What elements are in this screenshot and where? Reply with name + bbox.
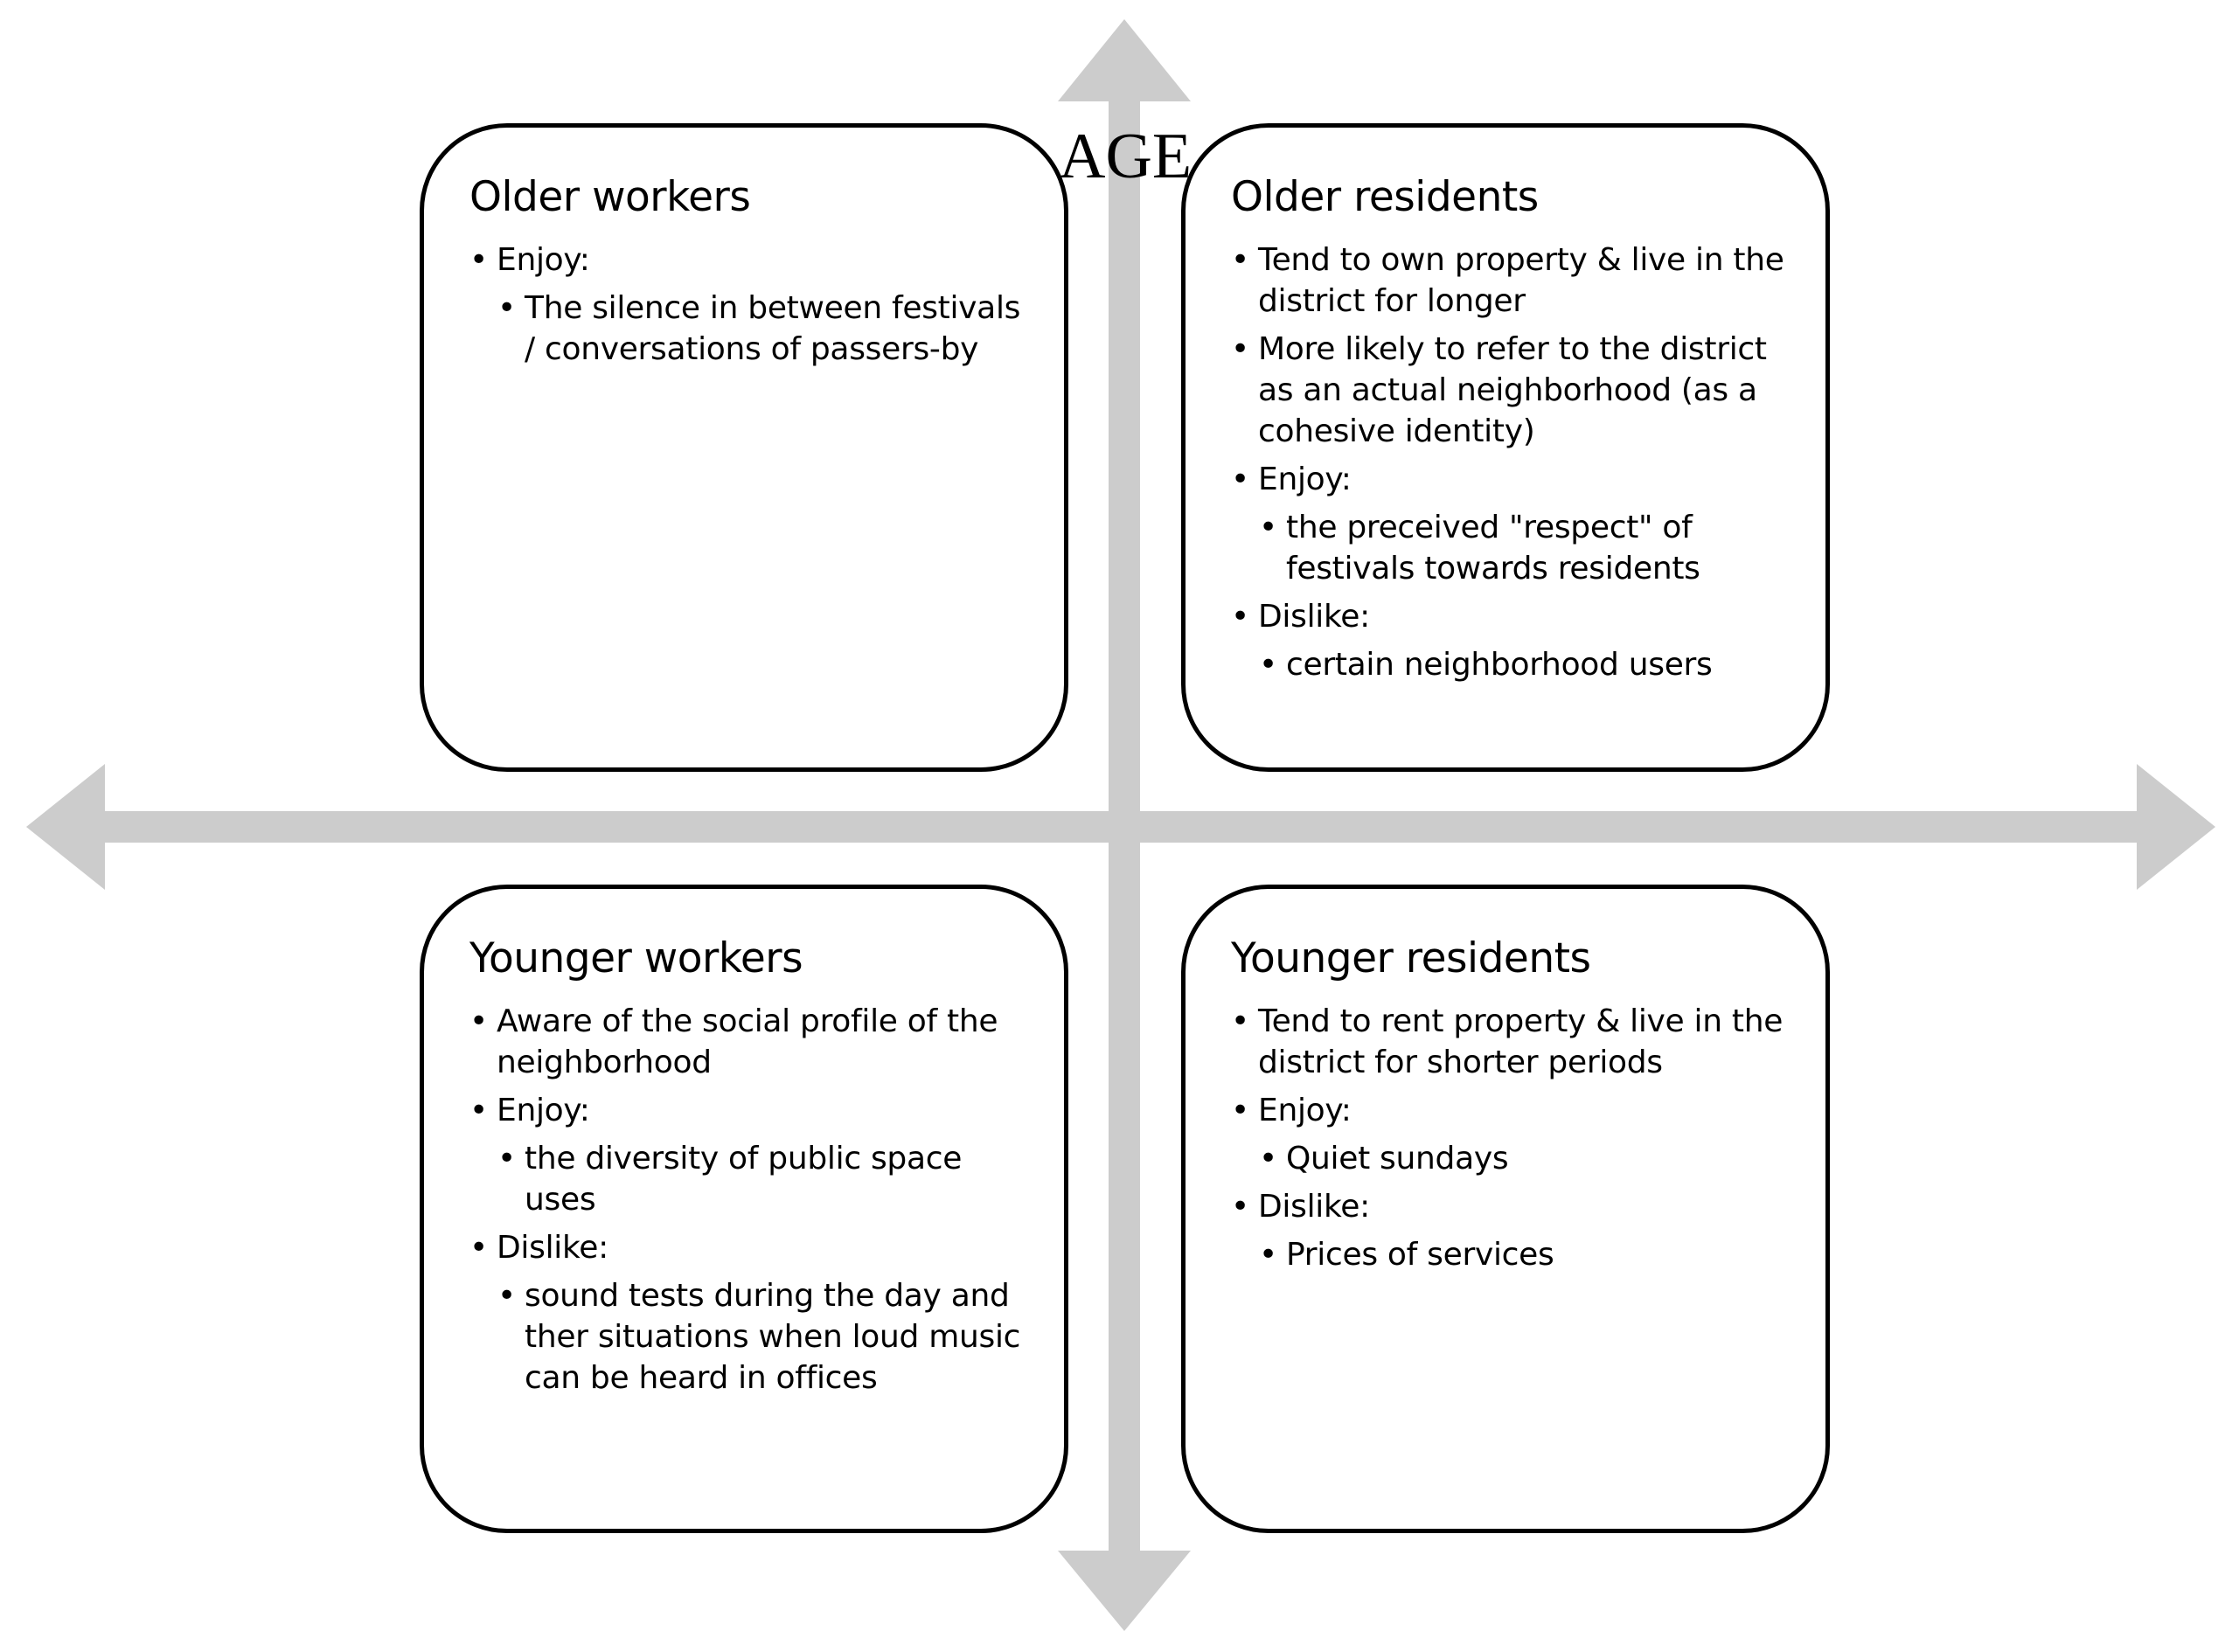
top-arrow-head	[1058, 19, 1191, 101]
quadrant-older-workers	[420, 123, 1068, 772]
left-arrow-head	[26, 764, 105, 890]
right-arrow-head	[2137, 764, 2215, 890]
quadrant-older-residents	[1181, 123, 1830, 772]
quadrant-list	[469, 1001, 1029, 1399]
sub-bullet-item: • The silence in between festivals / conversations of passers-by	[497, 288, 1029, 370]
bullet-item: • Enjoy:	[469, 239, 1029, 281]
quadrant-title: Older residents	[1231, 173, 1539, 221]
quadrant-title: Younger residents	[1231, 934, 1591, 982]
age-axis-label: AGE	[1059, 121, 1193, 192]
bullet-item: • More likely to refer to the district as an actual neighborhood (as a cohesive identity)	[1231, 329, 1791, 452]
vertical-axis-shaft	[1109, 87, 1140, 1565]
quadrant-younger-workers	[420, 885, 1068, 1533]
bullet-item: • Tend to own property & live in the district for longer	[1231, 239, 1791, 322]
quadrant-list	[469, 239, 1029, 370]
sub-bullet-item: • the diversity of public space uses	[497, 1138, 1029, 1220]
bullet-item: • Aware of the social profile of the neighborhood	[469, 1001, 1029, 1083]
sub-bullet-item: • Quiet sundays	[1259, 1138, 1791, 1179]
quadrant-title: Older workers	[469, 173, 751, 221]
bullet-item: • Dislike:	[1231, 596, 1791, 637]
quadrant-list	[1231, 239, 1791, 685]
bullet-item: • Enjoy:	[1231, 1090, 1791, 1131]
sub-bullet-item: • the preceived "respect" of festivals towards residents	[1259, 507, 1791, 589]
quadrant-younger-residents	[1181, 885, 1830, 1533]
bullet-item: • Enjoy:	[1231, 459, 1791, 500]
sub-bullet-item: • certain neighborhood users	[1259, 644, 1791, 685]
quadrant-list	[1231, 1001, 1791, 1275]
sub-bullet-item: • Prices of services	[1259, 1234, 1791, 1275]
bullet-item: • Tend to rent property & live in the district for shorter periods	[1231, 1001, 1791, 1083]
bullet-item: • Dislike:	[469, 1227, 1029, 1268]
quadrant-title: Younger workers	[469, 934, 803, 982]
sub-bullet-item: • sound tests during the day and ther situations when loud music can be heard in offices	[497, 1275, 1029, 1399]
bullet-item: • Enjoy:	[469, 1090, 1029, 1131]
bottom-arrow-head	[1058, 1551, 1191, 1631]
bullet-item: • Dislike:	[1231, 1186, 1791, 1227]
